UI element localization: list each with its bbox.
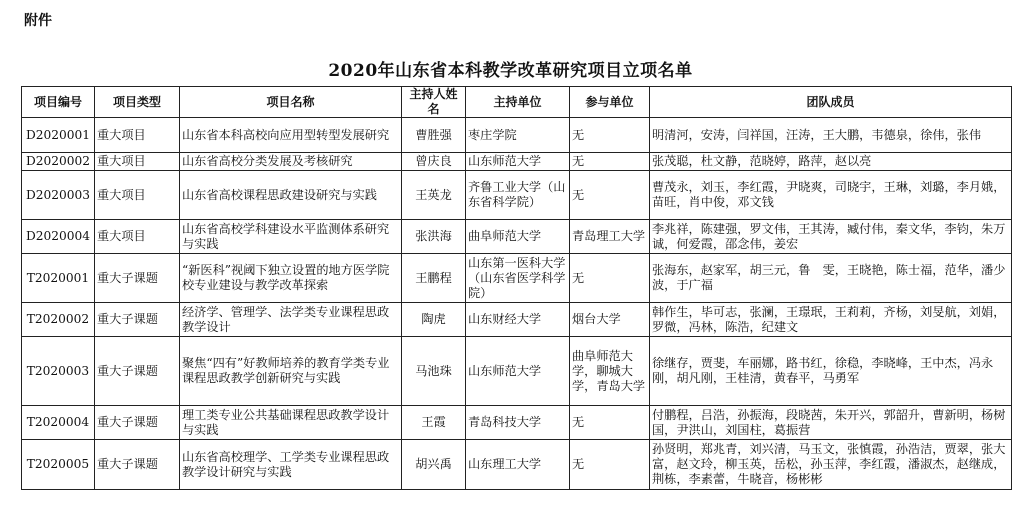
table-row [22,118,1012,153]
cell-name: 山东省高校学科建设水平监测体系研究与实践 [180,220,402,254]
table-row [22,254,1012,303]
cell-team: 付鹏程，吕浩，孙振海，段晓茜，朱开兴，郭韶升，曹新明，杨树国，尹洪山，刘国柱，葛振营 [650,406,1012,440]
column-header-partner: 参与单位 [570,87,650,118]
cell-team: 孙贤明，郑兆青，刘兴清，马玉文，张慎霞，孙浩洁，贾翠，张大富，赵文玲，柳玉英，岳松，孙玉萍，李红霞，潘淑杰，赵继成，荆栋，李素蕾，牛晓音，杨彬彬 [650,440,1012,490]
cell-type: 重大子课题 [95,406,180,440]
cell-host: 山东理工大学 [466,440,570,490]
cell-name: 山东省高校分类发展及考核研究 [180,153,402,171]
cell-leader: 王鹏程 [402,254,466,303]
column-header-id: 项目编号 [22,87,95,118]
cell-id: T2020004 [22,406,95,440]
cell-partner: 青岛理工大学 [570,220,650,254]
table-row [22,303,1012,337]
column-header-host: 主持单位 [466,87,570,118]
cell-host: 山东第一医科大学（山东省医学科学院） [466,254,570,303]
cell-partner: 无 [570,440,650,490]
cell-team: 曹茂永，刘玉，李红霞，尹晓爽，司晓宇，王琳，刘璐，李月娥，苗旺，肖中俊，邓文钱 [650,171,1012,220]
cell-type: 重大子课题 [95,337,180,406]
cell-name: 山东省高校理学、工学类专业课程思政教学设计研究与实践 [180,440,402,490]
cell-partner: 无 [570,171,650,220]
cell-leader: 陶虎 [402,303,466,337]
cell-team: 张海东，赵家军，胡三元，鲁 雯，王晓艳，陈士福，范华，潘少波，于广福 [650,254,1012,303]
cell-type: 重大项目 [95,153,180,171]
cell-name: 经济学、管理学、法学类专业课程思政教学设计 [180,303,402,337]
cell-partner: 无 [570,118,650,153]
cell-host: 枣庄学院 [466,118,570,153]
cell-type: 重大子课题 [95,440,180,490]
cell-host: 青岛科技大学 [466,406,570,440]
table-row [22,406,1012,440]
document-title: 2020年山东省本科教学改革研究项目立项名单 [328,61,693,81]
cell-type: 重大项目 [95,220,180,254]
cell-name: “新医科”视阈下独立设置的地方医学院校专业建设与教学改革探索 [180,254,402,303]
cell-leader: 曹胜强 [402,118,466,153]
cell-name: 聚焦“四有”好教师培养的教育学类专业课程思政教学创新研究与实践 [180,337,402,406]
cell-team: 徐继存，贾斐，车丽娜，路书红，徐稳，李晓峰，王中杰，冯永刚，胡凡刚，王桂清，黄春平，马勇军 [650,337,1012,406]
table-row [22,171,1012,220]
cell-leader: 胡兴禹 [402,440,466,490]
cell-partner: 无 [570,406,650,440]
table-header-row [22,87,1012,118]
cell-partner: 无 [570,254,650,303]
cell-id: D2020004 [22,220,95,254]
column-header-type: 项目类型 [95,87,180,118]
attachment-label: 附件 [24,13,52,29]
cell-id: D2020002 [22,153,95,171]
table-row [22,220,1012,254]
cell-partner: 无 [570,153,650,171]
cell-team: 韩作生，毕可志，张澜，王璟珉，王莉莉，齐杨，刘旻航，刘娟，罗微，冯林，陈浩，纪建文 [650,303,1012,337]
cell-id: T2020005 [22,440,95,490]
column-header-name: 项目名称 [180,87,402,118]
cell-leader: 马池珠 [402,337,466,406]
cell-partner: 烟台大学 [570,303,650,337]
cell-leader: 张洪海 [402,220,466,254]
column-header-leader: 主持人姓名 [402,87,466,118]
cell-id: D2020003 [22,171,95,220]
cell-type: 重大项目 [95,171,180,220]
cell-type: 重大子课题 [95,254,180,303]
column-header-team: 团队成员 [650,87,1012,118]
cell-team: 张茂聪，杜文静，范晓婷，路萍，赵以亮 [650,153,1012,171]
cell-id: D2020001 [22,118,95,153]
cell-partner: 曲阜师范大学，聊城大学，青岛大学 [570,337,650,406]
cell-leader: 王霞 [402,406,466,440]
cell-host: 山东师范大学 [466,337,570,406]
cell-leader: 王英龙 [402,171,466,220]
table-row [22,440,1012,490]
project-list-table [21,86,1012,490]
cell-team: 明清河，安涛，闫祥国，汪涛，王大鹏，韦德泉，徐伟，张伟 [650,118,1012,153]
cell-id: T2020002 [22,303,95,337]
table-row [22,153,1012,171]
cell-host: 齐鲁工业大学（山东省科学院） [466,171,570,220]
cell-type: 重大项目 [95,118,180,153]
cell-host: 山东财经大学 [466,303,570,337]
cell-name: 山东省高校课程思政建设研究与实践 [180,171,402,220]
cell-team: 李兆祥，陈建强，罗文伟，王其涛，臧付伟，秦文华，李钧，朱万诚，何爱霞，邵念伟，姜宏 [650,220,1012,254]
cell-id: T2020003 [22,337,95,406]
cell-leader: 曾庆良 [402,153,466,171]
cell-id: T2020001 [22,254,95,303]
cell-host: 山东师范大学 [466,153,570,171]
table-row [22,337,1012,406]
cell-type: 重大子课题 [95,303,180,337]
cell-name: 山东省本科高校向应用型转型发展研究 [180,118,402,153]
cell-name: 理工类专业公共基础课程思政教学设计与实践 [180,406,402,440]
cell-host: 曲阜师范大学 [466,220,570,254]
